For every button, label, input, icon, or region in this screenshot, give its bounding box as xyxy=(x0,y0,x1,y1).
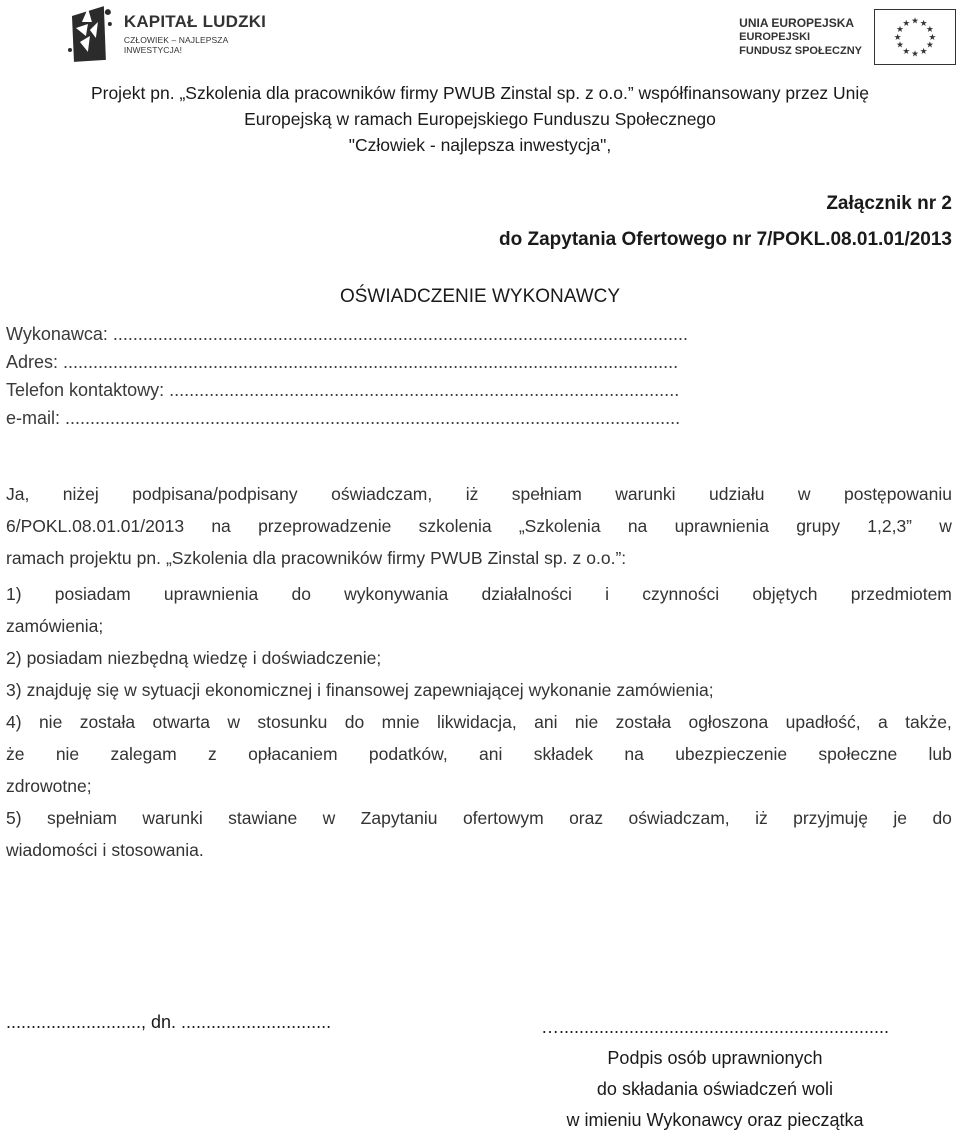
word: 5) xyxy=(6,808,22,828)
word: zdrowotne; xyxy=(6,776,92,796)
word: doświadczenie; xyxy=(261,648,382,668)
word: finansowej xyxy=(326,680,409,700)
word: w xyxy=(797,484,811,504)
word: Zinstal xyxy=(487,548,540,568)
svg-text:★: ★ xyxy=(926,25,934,36)
word: likwidacja, xyxy=(436,712,517,732)
word: ogłoszona xyxy=(688,712,769,732)
word: w xyxy=(322,808,336,828)
annex-number: Załącznik nr 2 xyxy=(826,193,952,214)
kapital-ludzki-title: KAPITAŁ LUDZKI xyxy=(123,11,267,31)
project-line-2: Europejską w ramach Europejskiego Funduszu Społecznego xyxy=(244,109,716,129)
svg-text:★: ★ xyxy=(926,40,934,51)
svg-text:★: ★ xyxy=(919,46,928,57)
word: Ja, xyxy=(6,484,30,504)
word: na xyxy=(211,516,231,536)
declarations-list xyxy=(6,578,952,866)
annex-reference xyxy=(499,186,952,258)
place-date-field: ..........................., dn. .............................. xyxy=(6,1012,332,1032)
word: 6/POKL.08.01.01/2013 xyxy=(6,516,185,536)
word: w xyxy=(227,712,240,732)
word: że xyxy=(6,744,25,764)
word: posiadam xyxy=(54,584,131,604)
word: 3) xyxy=(6,680,22,700)
word: została xyxy=(79,712,136,732)
word: „Szkolenia xyxy=(165,548,248,568)
field-phone: Telefon kontaktowy: ...................................................................................................... xyxy=(6,380,680,400)
word: o.o.”: xyxy=(586,548,627,568)
word: do xyxy=(291,584,311,604)
word: warunki xyxy=(142,808,203,828)
word: spełniam xyxy=(46,808,118,828)
word: iż xyxy=(465,484,479,504)
word: grupy xyxy=(796,516,840,536)
word: ramach xyxy=(6,548,65,568)
word: wykonywania xyxy=(344,584,449,604)
word: Zapytaniu xyxy=(360,808,438,828)
word: firmy xyxy=(387,548,426,568)
intro-line-3 xyxy=(6,542,952,574)
field-email: e-mail: ........................................................................................................................... xyxy=(6,408,681,428)
eu-logo-line2: EUROPEJSKI xyxy=(739,31,811,43)
contractor-fields xyxy=(6,320,688,432)
word: czynności xyxy=(642,584,720,604)
field-address: Adres: ........................................................................................................................... xyxy=(6,352,679,372)
word: 2) xyxy=(6,648,22,668)
word: stosowania. xyxy=(111,840,204,860)
word: oraz xyxy=(569,808,604,828)
item-4-line-1 xyxy=(6,706,952,738)
word: na xyxy=(627,516,648,536)
field-contractor: Wykonawca: ................................................................................................................... xyxy=(6,324,688,344)
kapital-ludzki-emblem-icon xyxy=(68,2,114,64)
item-5-line-2 xyxy=(6,834,952,866)
word: warunki xyxy=(615,484,676,504)
word: 1) xyxy=(6,584,22,604)
word: uprawnienia xyxy=(674,516,769,536)
svg-text:★: ★ xyxy=(896,25,904,36)
word: i xyxy=(317,680,322,700)
signature-caption-2: do składania oświadczeń woli xyxy=(596,1079,834,1099)
word: w xyxy=(124,680,137,700)
eu-logo-line3: FUNDUSZ SPOŁECZNY xyxy=(739,45,862,57)
svg-text:★: ★ xyxy=(902,18,911,29)
item-1-line-2 xyxy=(6,610,952,642)
word: oświadczam, xyxy=(628,808,730,828)
word: dla xyxy=(252,548,277,568)
word: podatków, xyxy=(368,744,448,764)
word: wiedzę xyxy=(193,648,248,668)
word: 4) xyxy=(6,712,22,732)
word: ani xyxy=(479,744,503,764)
word: opłacaniem xyxy=(248,744,338,764)
word: wiadomości xyxy=(6,840,98,860)
word: przyjmuję xyxy=(793,808,869,828)
word: ofertowym xyxy=(462,808,544,828)
signature-block xyxy=(530,1012,900,1136)
svg-text:★: ★ xyxy=(896,40,904,51)
word: PWUB xyxy=(430,548,483,568)
document-title: OŚWIADCZENIE WYKONAWCY xyxy=(339,286,621,307)
word: niezbędną xyxy=(107,648,189,668)
item-4-line-2 xyxy=(6,738,952,770)
word: pracowników xyxy=(281,548,383,568)
word: społeczne xyxy=(818,744,898,764)
annex-inquiry-ref: do Zapytania Ofertowego nr 7/POKL.08.01.01/2013 xyxy=(499,229,952,250)
word: przedmiotem xyxy=(850,584,952,604)
word: do xyxy=(344,712,365,732)
word: i xyxy=(102,840,107,860)
word: je xyxy=(893,808,908,828)
word: w xyxy=(939,516,952,536)
svg-text:★: ★ xyxy=(911,49,919,60)
word: a xyxy=(877,712,888,732)
word: do xyxy=(932,808,952,828)
word: „Szkolenia xyxy=(518,516,601,536)
word: objętych xyxy=(752,584,818,604)
signature-caption-3: w imieniu Wykonawcy oraz pieczątka xyxy=(566,1110,864,1130)
item-4-line-3 xyxy=(6,770,952,802)
word: upadłość, xyxy=(785,712,861,732)
word: nie xyxy=(38,712,63,732)
intro-paragraph xyxy=(6,478,952,574)
word: stawiane xyxy=(228,808,298,828)
word: projektu xyxy=(69,548,132,568)
word: oświadczam, xyxy=(331,484,433,504)
item-5-line-1 xyxy=(6,802,952,834)
word: postępowaniu xyxy=(843,484,952,504)
word: ubezpieczenie xyxy=(675,744,788,764)
word: zapewniającej xyxy=(413,680,524,700)
project-line-1: Projekt pn. „Szkolenia dla pracowników firmy PWUB Zinstal sp. z o.o.” współfinansowany przez Unię xyxy=(90,83,870,103)
word: pn. xyxy=(136,548,161,568)
word: iż xyxy=(755,808,768,828)
word: także, xyxy=(905,712,952,732)
eu-logo xyxy=(739,8,956,66)
project-header xyxy=(0,80,960,158)
svg-text:★: ★ xyxy=(928,32,937,43)
word: 1,2,3” xyxy=(867,516,912,536)
signature-dots: ….................................................................. xyxy=(540,1017,890,1037)
word: znajduję xyxy=(26,680,92,700)
svg-text:★: ★ xyxy=(919,18,928,29)
word: spełniam xyxy=(511,484,582,504)
item-3 xyxy=(6,674,952,706)
eu-flag-icon xyxy=(874,9,956,65)
intro-line-1 xyxy=(6,478,952,510)
word: mnie xyxy=(381,712,420,732)
kapital-ludzki-logo xyxy=(68,2,288,64)
word: sp. xyxy=(544,548,568,568)
kapital-ludzki-subtitle: CZŁOWIEK – NAJLEPSZA INWESTYCJA! xyxy=(123,34,228,55)
word: na xyxy=(624,744,644,764)
item-1-line-1 xyxy=(6,578,952,610)
word: posiadam xyxy=(26,648,103,668)
eu-logo-line1: UNIA EUROPEJSKA xyxy=(739,16,855,30)
project-line-3: "Człowiek - najlepsza inwestycja", xyxy=(348,135,612,155)
intro-line-2 xyxy=(6,510,952,542)
word: ani xyxy=(534,712,558,732)
word: się xyxy=(96,680,120,700)
word: podpisana/podpisany xyxy=(132,484,298,504)
word: zalegam xyxy=(110,744,177,764)
word: i xyxy=(252,648,257,668)
word: działalności xyxy=(481,584,572,604)
svg-text:★: ★ xyxy=(893,32,902,43)
word: z xyxy=(572,548,582,568)
word: lub xyxy=(928,744,952,764)
word: sytuacji xyxy=(141,680,201,700)
word: nie xyxy=(55,744,80,764)
word: zamówienia; xyxy=(6,616,104,636)
signature-caption-1: Podpis osób uprawnionych xyxy=(607,1048,823,1068)
word: wykonanie xyxy=(528,680,612,700)
svg-text:★: ★ xyxy=(902,46,911,57)
word: została xyxy=(615,712,672,732)
word: niżej xyxy=(62,484,99,504)
svg-text:★: ★ xyxy=(911,16,919,27)
word: składek xyxy=(533,744,594,764)
word: i xyxy=(605,584,610,604)
word: uprawnienia xyxy=(163,584,259,604)
word: udziału xyxy=(709,484,765,504)
word: ekonomicznej xyxy=(205,680,313,700)
word: zamówienia; xyxy=(616,680,714,700)
word: przeprowadzenie xyxy=(258,516,392,536)
word: stosunku xyxy=(257,712,328,732)
item-2 xyxy=(6,642,952,674)
word: z xyxy=(207,744,217,764)
word: otwarta xyxy=(152,712,210,732)
word: nie xyxy=(574,712,599,732)
word: szkolenia xyxy=(418,516,492,536)
